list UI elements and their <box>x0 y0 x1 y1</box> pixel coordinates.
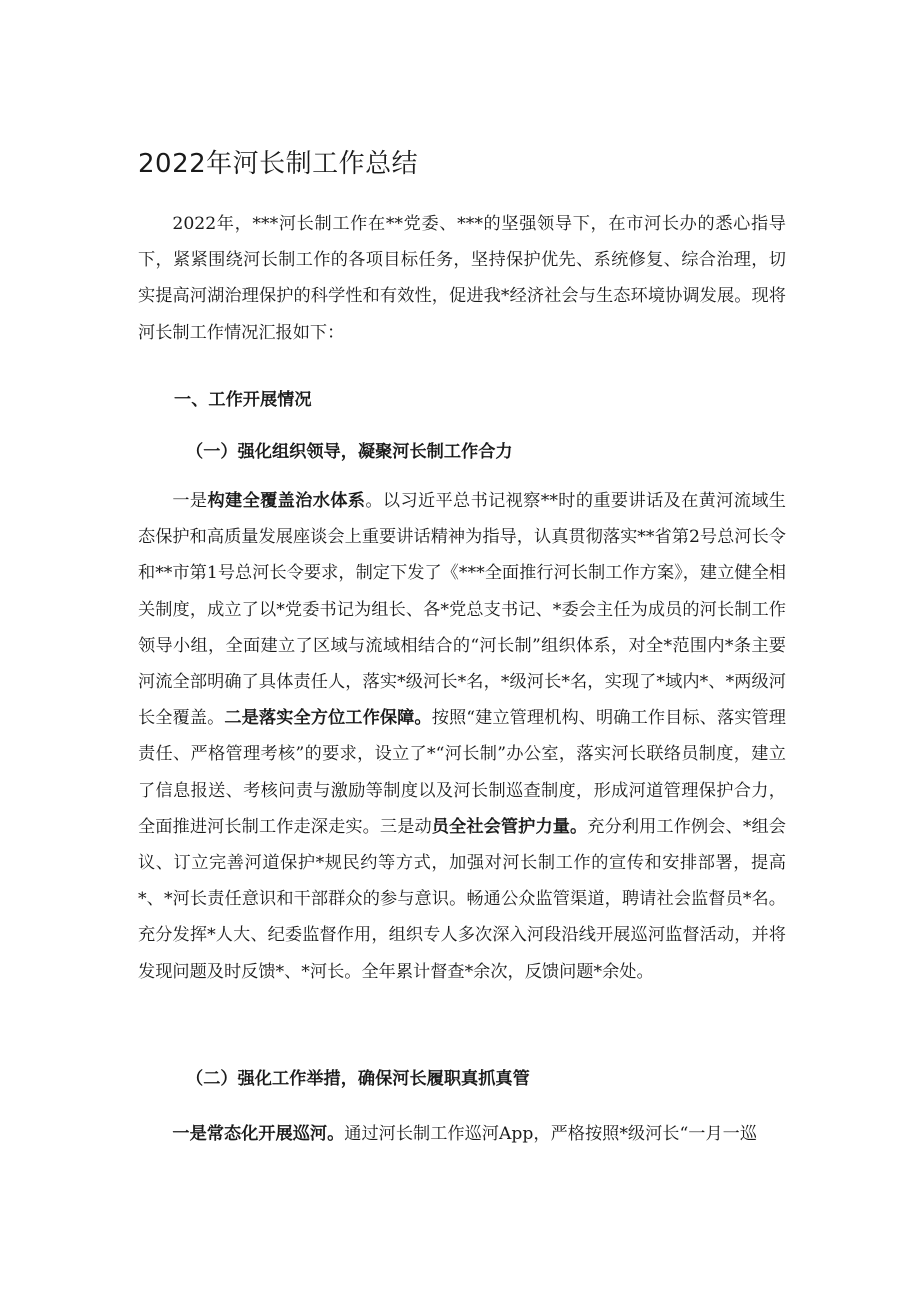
bold-phrase: 一是常态化开展巡河。 <box>172 1124 345 1144</box>
subsection-heading: （二）强化工作举措，确保河长履职真抓真管 <box>186 1069 530 1089</box>
bold-phrase: 二是落实全方位工作保障。 <box>224 708 432 729</box>
paragraph-text: 充分利用工作例会、*组会议、订立完善河道保护*规民约等方式，加强对河长制工作的宣传和安排部署，提高*、*河长责任意识和干部群众的参与意识。畅通公众监管渠道，聘请社会监督员*名。充分发挥*人大、纪委监督作用，组织专人多次深入河段沿线开展巡河监督活动，并将发现问题及时反馈*、*河长。全年累计督查*余次，反馈问题*余处。 <box>138 816 786 982</box>
paragraph-text: 按照“建立管理机构、明确工作目标、落实管理责任、严格管理考核”的要求，设立了*“河长制”办公室，落实河长联络员制度，建立了信息报送、考核问责与激励等制度以及河长制巡查制度，形成河道管理保护合力，全面推进河长制工作走深走实。三是动 <box>138 708 786 837</box>
subsection-paragraph <box>138 483 786 990</box>
bold-phrase: 构建全覆盖治水体系 <box>207 491 366 511</box>
paragraph-text: 。以习近平总书记视察**时的重要讲话及在黄河流域生态保护和高质量发展座谈会上重要讲话精神为指导，认真贯彻落实**省第2号总河长令和**市第1号总河长令要求，制定下发了《***全面推行河长制工作方案》，建立健全相关制度，成立了以*党委书记为组长、各*党总支书记、*委会主任为成员的河长制工作领导小组，全面建立了区域与流域相结合的“河长制”组织体系，对全*范围内*条主要河流全部明确了具体责任人，落实*级河长*名，*级河长*名，实现了*域内*、*两级河长全覆盖。 <box>138 491 786 729</box>
subsection-heading: （一）强化组织领导，凝聚河长制工作合力 <box>186 442 513 462</box>
bold-phrase: 员全社会管护力量。 <box>431 816 588 837</box>
subsection-paragraph <box>138 1116 786 1152</box>
intro-paragraph: 2022年，***河长制工作在**党委、***的坚强领导下，在市河长办的悉心指导下，紧紧围绕河长制工作的各项目标任务，坚持保护优先、系统修复、综合治理，切实提高河湖治理保护的科学性和有效性，促进我*经济社会与生态环境协调发展。现将河长制工作情况汇报如下： <box>138 214 786 343</box>
document-title: 2022年河长制工作总结 <box>138 149 419 179</box>
paragraph-lead: 一是 <box>172 491 208 511</box>
paragraph-text: 通过河长制工作巡河App，严格按照*级河长“一月一巡 <box>344 1124 758 1144</box>
section-heading: 一、工作开展情况 <box>174 390 312 410</box>
